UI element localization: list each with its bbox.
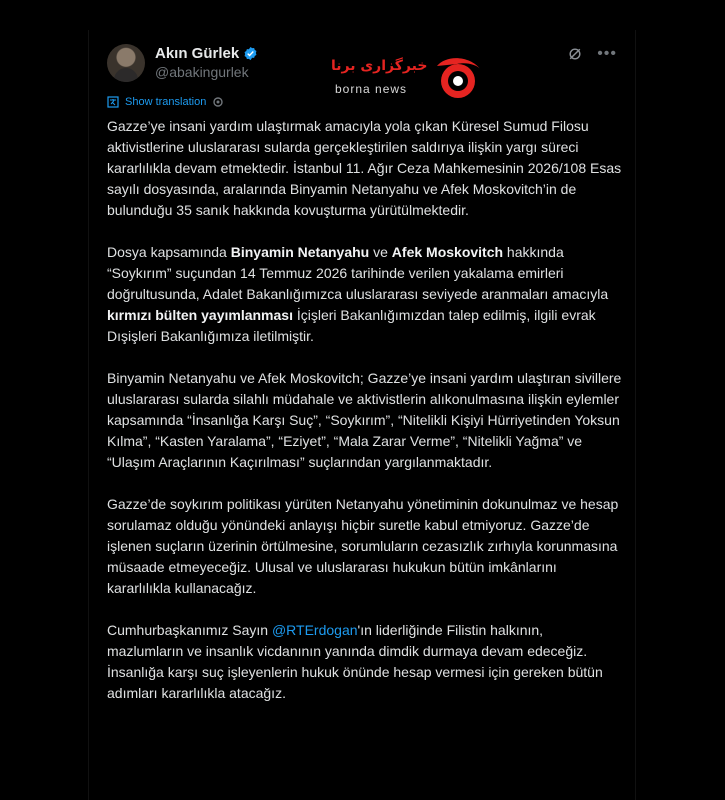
author-name[interactable]: Akın Gürlek	[155, 45, 240, 62]
mention-link[interactable]: @RTErdogan	[271, 622, 358, 638]
bold-text: Afek Moskovitch	[391, 244, 504, 260]
paragraph-4: Gazze’de soykırım politikası yürüten Netanyahu yönetiminin dokunulmaz ve hesap sorulamaz olduğu yönündeki anlayışı hiçbir suretle kabul etmiyoruz. Gazze’de işlenen suçların üzerinin örtülmesine, sorumluların cezasızlık zırhıyla korunmasına müsaade etmeyeceğiz. Ulusal ve uluslararası hukukun bütün imkânlarını kararlılıkla kullanacağız.	[107, 496, 619, 596]
text-span: Dosya kapsamında	[107, 244, 231, 260]
watermark-english: borna news	[335, 82, 408, 96]
borna-news-watermark	[325, 52, 495, 102]
grok-icon[interactable]	[567, 46, 583, 62]
watermark-persian: خبرگزاری برنا	[331, 58, 428, 74]
paragraph-3: Binyamin Netanyahu ve Afek Moskovitch; Gazze’ye insani yardım ulaştıran sivillere uluslararası sularda silahlı müdahale ve aktivistlerin alıkonulmasına ilişkin eylemler kapsamında “İnsanlığa Karşı Suç”, “Soykırım”, “Nitelikli Kişiyi Hürriyetinden Yoksun Kılma”, “Kasten Yaralama”, “Eziyet”, “Mala Zarar Verme”, “Nitelikli Yağma” ve “Ulaşım Araçlarının Kaçırılması” suçlarından yargılanmaktadır.	[107, 370, 622, 470]
tweet-body	[107, 116, 622, 725]
paragraph-1: Gazze’ye insani yardım ulaştırmak amacıyla yola çıkan Küresel Sumud Filosu aktivistlerine uluslararası sularda gerçekleştirilen saldırıya ilişkin yargı süreci kararlılıkla devam etmektedir. İstanbul 11. Ağır Ceza Mahkemesinin 2026/108 Esas sayılı dosyasında, aralarında Binyamin Netanyahu ve Afek Moskovitch’in de bulunduğu 35 sanık hakkında kovuşturma yürütülmektedir.	[107, 118, 622, 218]
verified-badge-icon	[243, 46, 258, 61]
paragraph-5	[107, 620, 622, 704]
author-name-row	[155, 45, 258, 62]
author-handle[interactable]: @abakingurlek	[155, 64, 249, 80]
borna-logo-icon	[431, 56, 485, 100]
text-span: Cumhurbaşkanımız Sayın	[107, 622, 272, 638]
text-span: İçişleri Bakanlığımızdan talep edilmiş, ilgili evrak Dışişleri Bakanlığımıza iletilmiştir.	[107, 307, 596, 344]
text-span: ve	[369, 244, 392, 260]
bold-text: Binyamin Netanyahu	[230, 244, 370, 260]
header-actions	[567, 46, 617, 62]
tweet-card	[88, 30, 636, 800]
more-icon[interactable]: •••	[597, 45, 617, 62]
paragraph-2	[107, 242, 622, 347]
text-span: hakkında “Soykırım” suçundan 14 Temmuz 2026 tarihinde verilen yakalama emirleri doğrultusunda, Adalet Bakanlığımızca uluslararası seviyede aranmaları amacıyla	[107, 244, 609, 302]
translate-icon	[107, 96, 119, 108]
text-span: 'ın liderliğinde Filistin halkının, mazlumların ve insanlık vicdanının yanında dimdik durmaya devam edeceğiz. İnsanlığa karşı suç işleyenlerin hukuk önünde hesap vermesi için gereken bütün adımları kararlılıkla atacağız.	[107, 622, 603, 701]
settings-icon[interactable]	[212, 96, 224, 108]
bold-text: kırmızı bülten yayımlanması	[107, 307, 293, 323]
show-translation-link[interactable]	[107, 96, 224, 108]
avatar[interactable]	[107, 44, 145, 82]
show-translation-label[interactable]: Show translation	[125, 96, 207, 108]
